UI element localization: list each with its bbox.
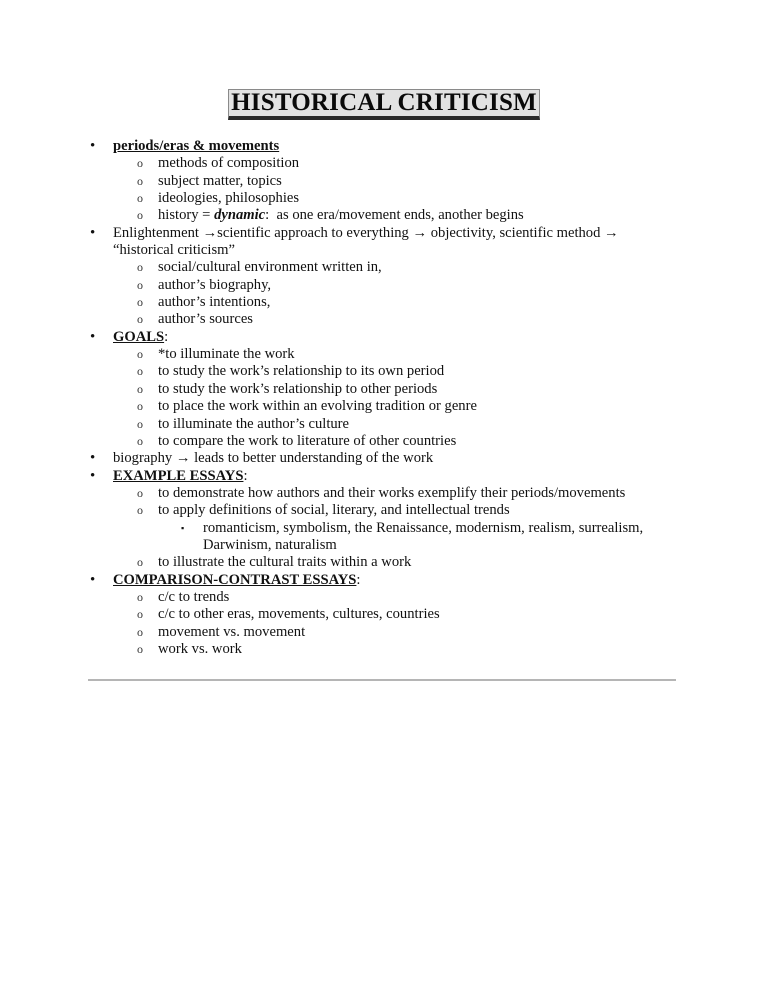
list-item-biography bbox=[0, 450, 768, 467]
circle-bullet-icon: o bbox=[137, 641, 143, 656]
circle-bullet-icon: o bbox=[137, 260, 143, 275]
example-essays-item: to illustrate the cultural traits within a work bbox=[158, 554, 412, 571]
square-bullet-icon: ▪ bbox=[181, 522, 185, 533]
history-prefix: history = bbox=[158, 207, 215, 224]
enlightenment-item: author’s intentions, bbox=[158, 294, 271, 311]
list-item bbox=[0, 259, 768, 276]
list-item bbox=[0, 381, 768, 398]
list-item bbox=[0, 641, 768, 658]
circle-bullet-icon: o bbox=[137, 277, 143, 292]
history-suffix: : as one era/movement ends, another begins bbox=[265, 207, 524, 224]
example-essays-colon: : bbox=[243, 467, 248, 484]
goals-item: *to illuminate the work bbox=[158, 346, 295, 363]
list-item-comparison bbox=[0, 572, 768, 589]
page-title: HISTORICAL CRITICISM bbox=[228, 89, 540, 120]
circle-bullet-icon: o bbox=[137, 485, 143, 500]
circle-bullet-icon: o bbox=[137, 607, 143, 622]
list-item bbox=[0, 502, 768, 519]
list-item bbox=[0, 277, 768, 294]
comparison-item: movement vs. movement bbox=[158, 623, 306, 640]
list-item bbox=[0, 416, 768, 433]
example-essays-item: to apply definitions of social, literary, and intellectual trends bbox=[158, 502, 510, 519]
goals-item: to compare the work to literature of other countries bbox=[158, 432, 457, 449]
circle-bullet-icon: o bbox=[137, 624, 143, 639]
bullet-icon: • bbox=[90, 450, 96, 467]
goals-item: to illuminate the author’s culture bbox=[158, 415, 350, 432]
list-item-goals bbox=[0, 329, 768, 346]
enlightenment-line2: “historical criticism” bbox=[113, 242, 235, 259]
list-item bbox=[0, 155, 768, 172]
list-item bbox=[0, 346, 768, 363]
comparison-colon: : bbox=[356, 571, 361, 588]
bullet-icon: • bbox=[90, 571, 96, 588]
biography-text: biography → leads to better understanding of the work bbox=[113, 450, 434, 467]
bullet-icon: • bbox=[90, 328, 96, 345]
list-item bbox=[0, 554, 768, 571]
trends-list: romanticism, symbolism, the Renaissance, modernism, realism, surrealism, Darwinism, naturalism bbox=[203, 519, 644, 553]
bullet-icon: • bbox=[90, 467, 96, 484]
enlightenment-line1: Enlightenment →scientific approach to everything → objectivity, scientific method → bbox=[113, 224, 619, 241]
circle-bullet-icon: o bbox=[137, 208, 143, 223]
goals-item: to study the work’s relationship to other periods bbox=[158, 380, 438, 397]
list-item bbox=[0, 485, 768, 502]
list-item bbox=[0, 589, 768, 606]
comparison-item: work vs. work bbox=[158, 640, 242, 657]
list-item bbox=[0, 363, 768, 380]
list-item bbox=[0, 606, 768, 623]
outline bbox=[0, 138, 768, 658]
enlightenment-item: social/cultural environment written in, bbox=[158, 259, 382, 276]
comparison-item: c/c to other eras, movements, cultures, countries bbox=[158, 606, 440, 623]
list-item bbox=[0, 398, 768, 415]
list-item bbox=[0, 624, 768, 641]
bullet-icon: • bbox=[90, 138, 96, 154]
comparison-heading: COMPARISON-CONTRAST ESSAYS bbox=[113, 571, 357, 588]
list-item bbox=[0, 433, 768, 450]
example-essays-item: to demonstrate how authors and their works exemplify their periods/movements bbox=[158, 484, 626, 501]
list-item-trends bbox=[0, 520, 768, 555]
list-item-example-essays bbox=[0, 468, 768, 485]
periods-item: methods of composition bbox=[158, 155, 300, 172]
circle-bullet-icon: o bbox=[137, 312, 143, 327]
list-item bbox=[0, 294, 768, 311]
list-item-history bbox=[0, 207, 768, 224]
list-item bbox=[0, 311, 768, 328]
bullet-icon: • bbox=[90, 224, 96, 241]
circle-bullet-icon: o bbox=[137, 347, 143, 362]
circle-bullet-icon: o bbox=[137, 191, 143, 206]
goals-item: to study the work’s relationship to its own period bbox=[158, 363, 445, 380]
circle-bullet-icon: o bbox=[137, 433, 143, 448]
circle-bullet-icon: o bbox=[137, 364, 143, 379]
circle-bullet-icon: o bbox=[137, 156, 143, 171]
enlightenment-item: author’s biography, bbox=[158, 276, 272, 293]
circle-bullet-icon: o bbox=[137, 555, 143, 570]
goals-item: to place the work within an evolving tradition or genre bbox=[158, 398, 477, 415]
history-emphasis: dynamic bbox=[214, 207, 266, 224]
circle-bullet-icon: o bbox=[137, 503, 143, 518]
circle-bullet-icon: o bbox=[137, 173, 143, 188]
circle-bullet-icon: o bbox=[137, 295, 143, 310]
periods-item: ideologies, philosophies bbox=[158, 190, 300, 207]
list-item-periods bbox=[0, 138, 768, 155]
title-container bbox=[0, 89, 768, 120]
circle-bullet-icon: o bbox=[137, 381, 143, 396]
list-item bbox=[0, 190, 768, 207]
comparison-item: c/c to trends bbox=[158, 588, 230, 605]
horizontal-rule bbox=[88, 679, 676, 681]
circle-bullet-icon: o bbox=[137, 416, 143, 431]
example-essays-heading: EXAMPLE ESSAYS bbox=[113, 467, 244, 484]
periods-heading: periods/eras & movements bbox=[113, 138, 280, 154]
list-item bbox=[0, 173, 768, 190]
goals-colon: : bbox=[164, 328, 169, 345]
enlightenment-item: author’s sources bbox=[158, 311, 253, 328]
list-item-enlightenment bbox=[0, 225, 768, 260]
circle-bullet-icon: o bbox=[137, 589, 143, 604]
periods-item: subject matter, topics bbox=[158, 172, 282, 189]
goals-heading: GOALS bbox=[113, 328, 165, 345]
circle-bullet-icon: o bbox=[137, 399, 143, 414]
